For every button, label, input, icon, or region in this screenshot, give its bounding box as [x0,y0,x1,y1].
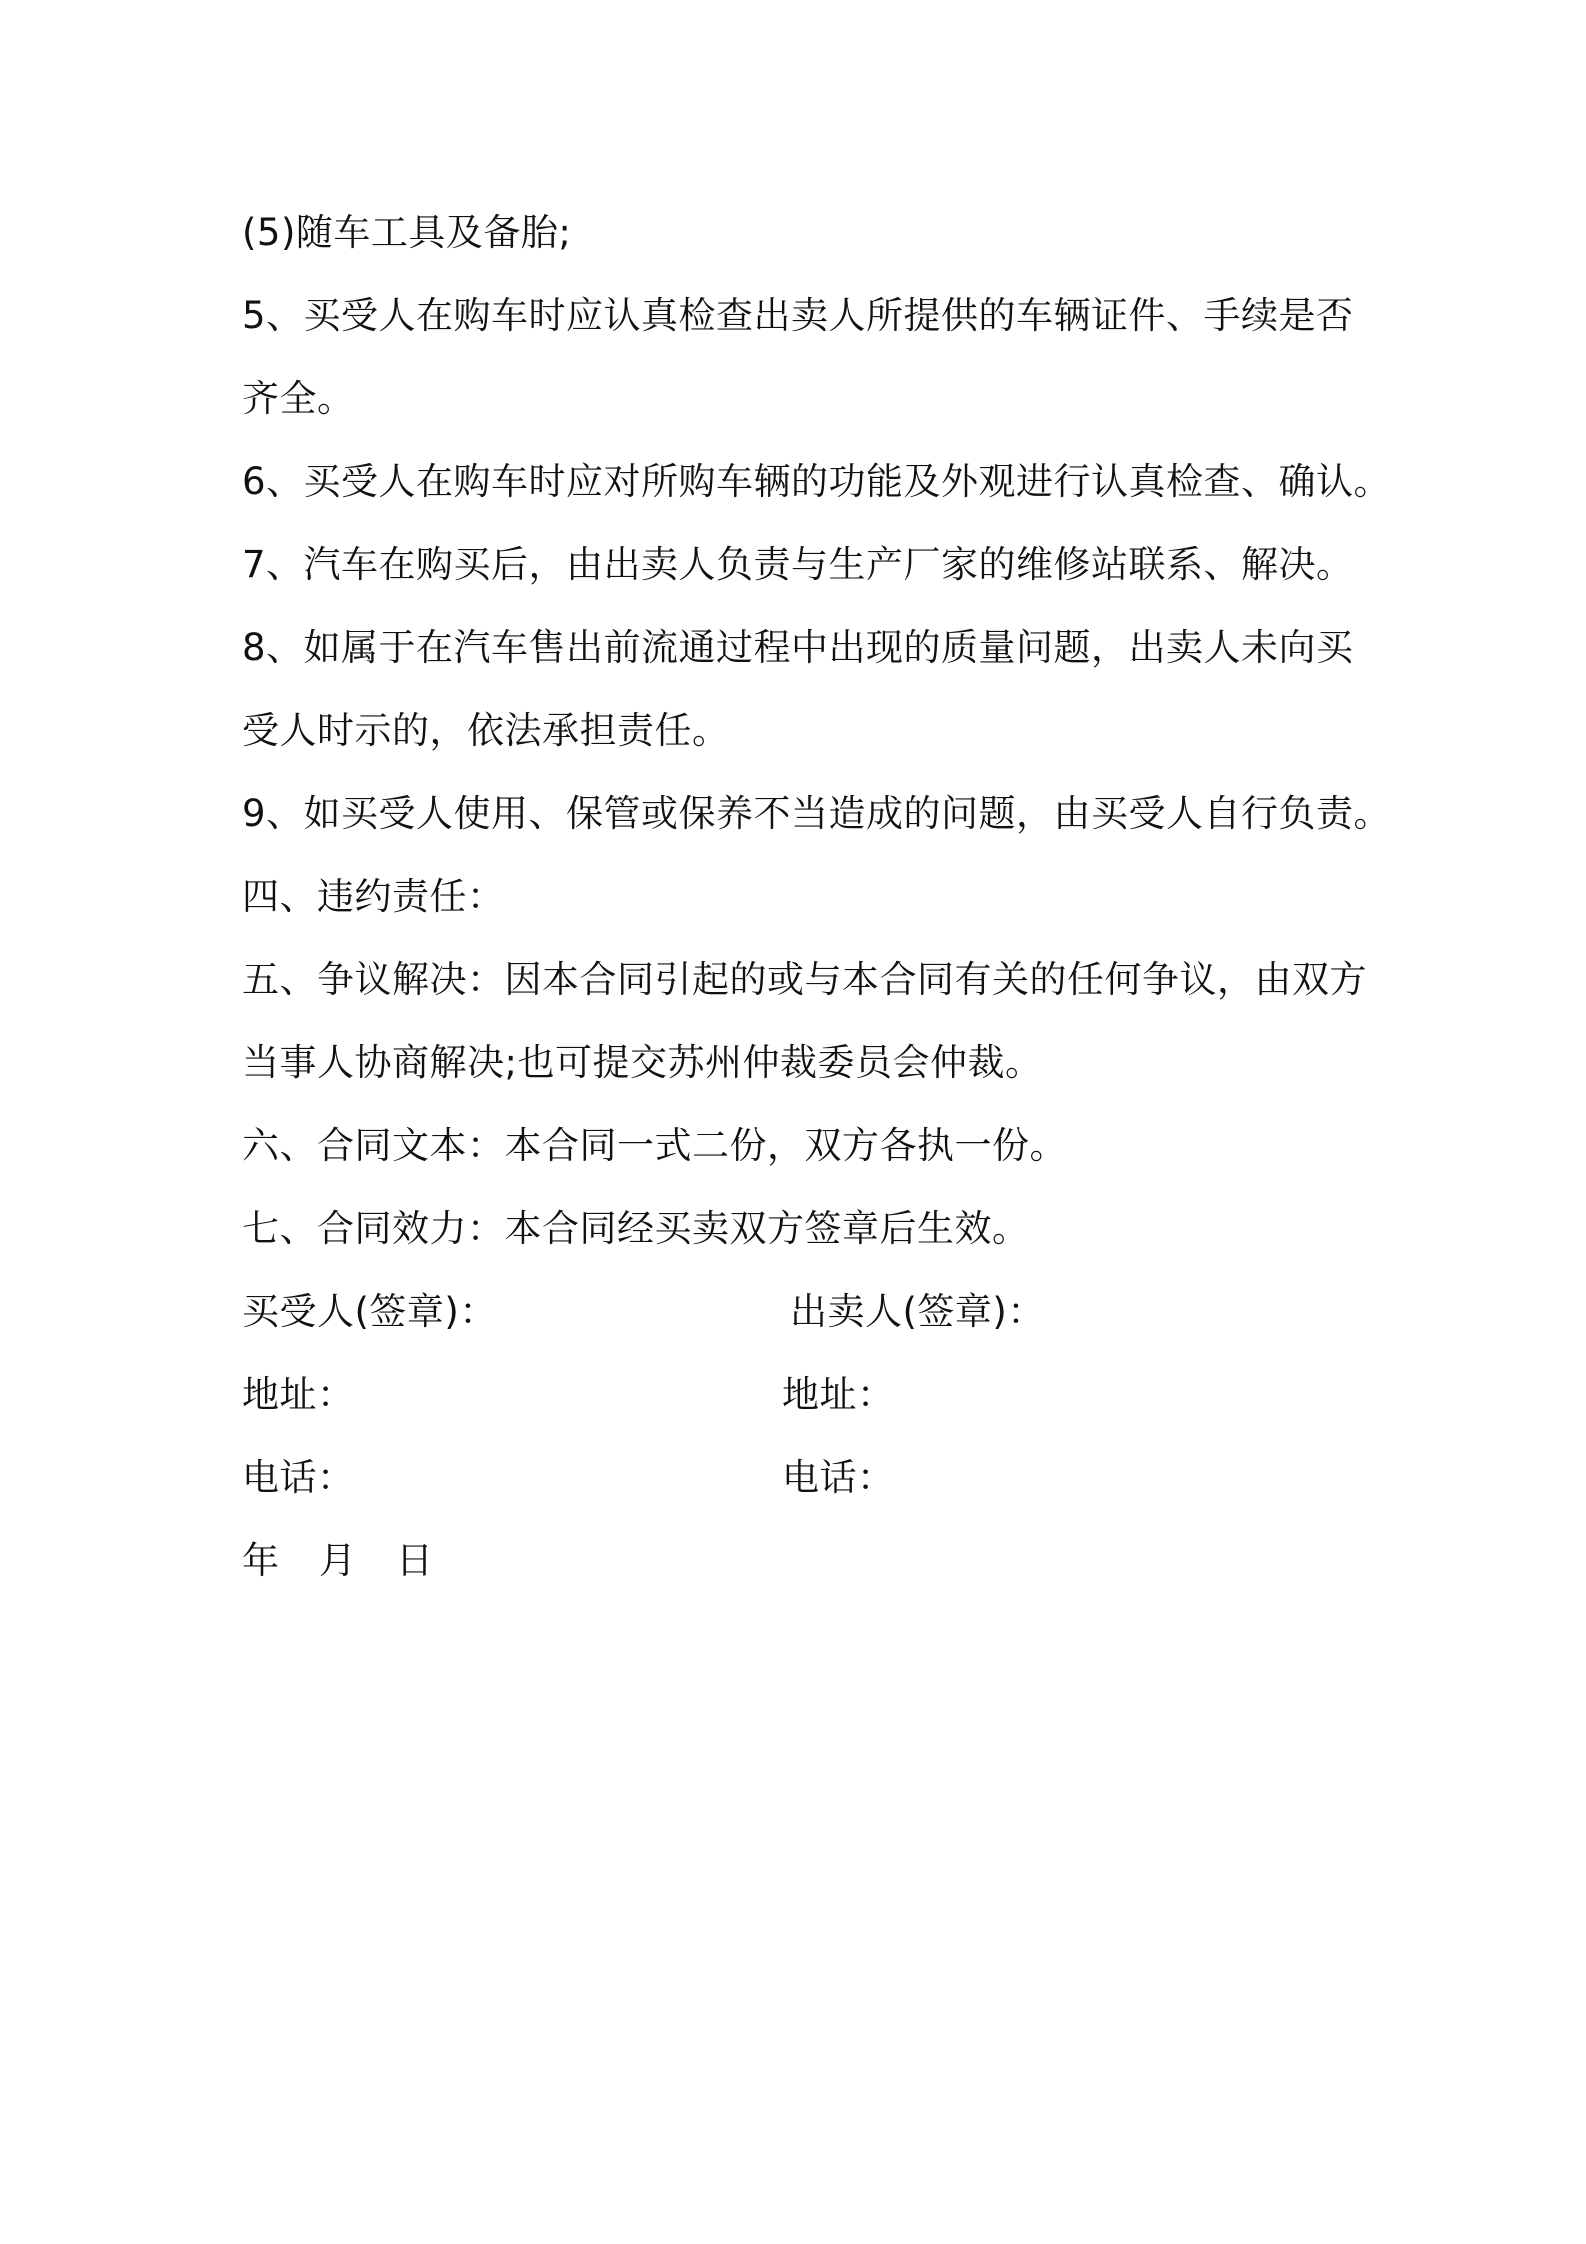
date-day-label: 日 [396,1539,433,1582]
signing-date [242,1537,433,1585]
clause-5-line-1: 5、买受人在购车时应认真检查出卖人所提供的车辆证件、手续是否 [242,294,1354,337]
clause-9: 9、如买受人使用、保管或保养不当造成的问题，由买受人自行负责。 [242,792,1392,835]
seller-phone-label: 电话： [782,1456,895,1499]
section-breach-liability: 四、违约责任： [242,875,505,918]
clause-6: 6、买受人在购车时应对所购车辆的功能及外观进行认真检查、确认。 [242,460,1392,503]
clause-7: 7、汽车在购买后，由出卖人负责与生产厂家的维修站联系、解决。 [242,543,1354,586]
buyer-phone-label: 电话： [242,1456,355,1499]
clause-tools-spare-tire: (5)随车工具及备胎; [242,211,572,254]
clause-8-line-2: 受人时示的，依法承担责任。 [242,709,730,752]
seller-address-label: 地址： [782,1373,895,1416]
date-year-label: 年 [242,1539,279,1582]
clause-5-line-2: 齐全。 [242,377,355,420]
seller-signature-label: 出卖人(签章)： [790,1290,1045,1333]
date-month-label: 月 [319,1539,356,1582]
section-dispute-line-1: 五、争议解决：因本合同引起的或与本合同有关的任何争议，由双方 [242,958,1367,1001]
section-contract-validity: 七、合同效力：本合同经买卖双方签章后生效。 [242,1207,1030,1250]
buyer-signature-label: 买受人(签章)： [242,1290,497,1333]
buyer-address-label: 地址： [242,1373,355,1416]
clause-8-line-1: 8、如属于在汽车售出前流通过程中出现的质量问题，出卖人未向买 [242,626,1354,669]
section-dispute-line-2: 当事人协商解决;也可提交苏州仲裁委员会仲裁。 [242,1041,1043,1084]
section-contract-copies: 六、合同文本：本合同一式二份，双方各执一份。 [242,1124,1067,1167]
